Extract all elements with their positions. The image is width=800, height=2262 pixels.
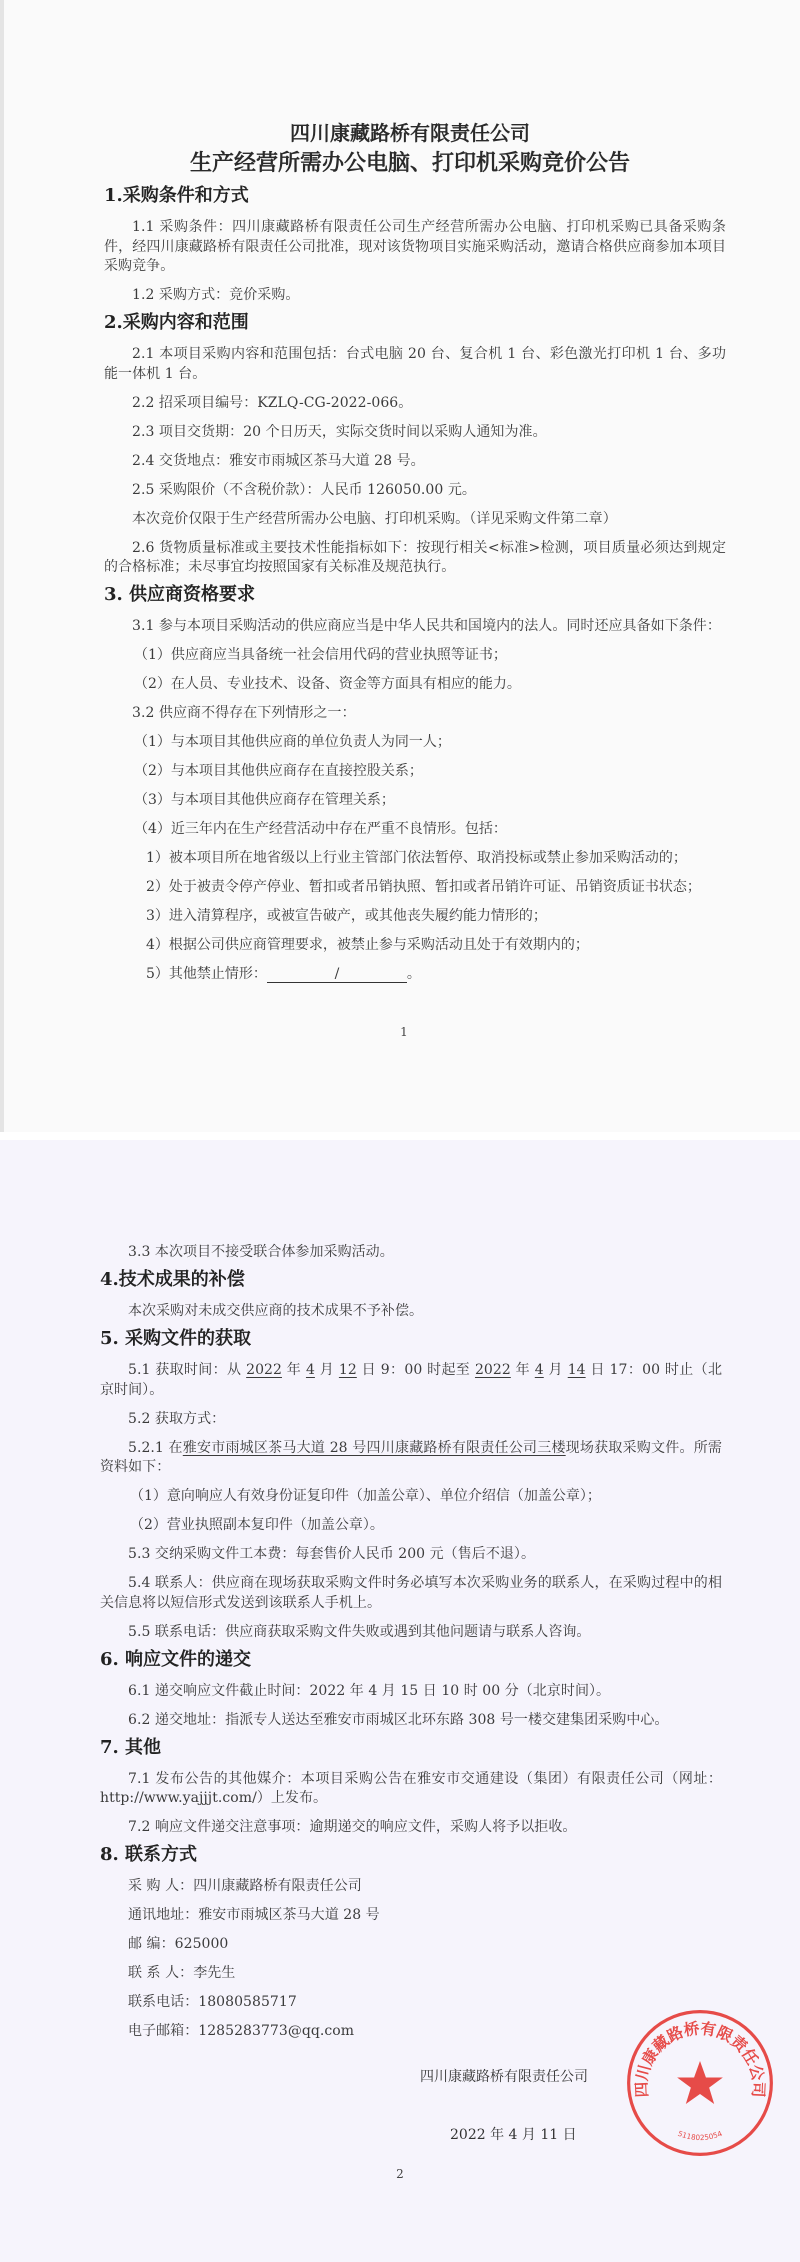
paragraph: 5.5 联系电话：供应商获取采购文件失败或遇到其他问题请与联系人咨询。 [128,1623,591,1640]
underlined-text: 雅安市雨城区茶马大道 28 号四川康藏路桥有限责任公司三楼 [182,1439,566,1456]
section-heading: 3. 供应商资格要求 [104,584,256,605]
section-heading: 5. 采购文件的获取 [100,1328,252,1349]
document-page-2 [0,1140,800,2262]
paragraph: 联系电话：18080585717 [128,1994,297,2010]
text-segment: 年 [281,1362,306,1378]
list-item: （1）意向响应人有效身份证复印件（加盖公章）、单位介绍信（加盖公章）； [130,1488,601,1504]
paragraph: 本次采购对未成交供应商的技术成果不予补偿。 [128,1303,424,1319]
section-heading: 6. 响应文件的递交 [100,1648,252,1670]
paragraph: 1.2 采购方式：竞价采购。 [132,287,300,303]
text-segment: 日 17：00 时止（北京时间）。 [100,1362,722,1398]
document-title: 四川康藏路桥有限责任公司 [290,121,530,145]
paragraph: 3.1 参与本项目采购活动的供应商应当是中华人民共和国境内的法人。同时还应具备如下条件： [132,618,721,634]
paragraph: 2.2 招采项目编号：KZLQ-CG-2022-066。 [132,394,413,411]
paragraph: 5.3 交纳采购文件工本费：每套售价人民币 200 元（售后不退）。 [128,1546,536,1562]
underlined-text: 2022 [474,1362,511,1378]
text-segment: 。 [406,966,421,982]
underlined-text: 4 [305,1362,315,1378]
page-number: 2 [396,2167,404,2181]
list-item: （4）近三年内在生产经营活动中存在严重不良情形。包括： [134,821,507,837]
section-heading: 4.技术成果的补偿 [100,1269,245,1290]
paragraph: 5.2 获取方式： [128,1410,226,1427]
section-heading: 1.采购条件和方式 [104,185,249,206]
paragraph: 7.1 发布公告的其他媒介：本项目采购公告在雅安市交通建设（集团）有限责任公司（网址：http://www.yajjjt.com/）上发布。 [100,1770,722,1806]
paragraph: 7.2 响应文件递交注意事项：逾期递交的响应文件，采购人将予以拒收。 [128,1819,577,1835]
section-heading: 8. 联系方式 [100,1844,198,1865]
underlined-text: 14 [567,1362,586,1378]
text-segment: 月 [543,1362,568,1378]
signature-date: 2022 年 4 月 11 日 [450,2127,577,2143]
list-item: 2）处于被责令停产停业、暂扣或者吊销执照、暂扣或者吊销许可证、吊销资质证书状态； [146,879,701,895]
company-seal-stamp [625,2008,775,2158]
seal-text: 四川康藏路桥有限责任公司 [632,2019,768,2098]
list-item: 3）进入清算程序，或被宣告破产，或其他丧失履约能力情形的； [146,908,547,924]
page-2-body [100,1243,722,2051]
text-segment: 现场获取采购文件。所需资料如下： [100,1439,722,1475]
text-segment: 日 9：00 时起至 [356,1362,475,1378]
text-segment: 5.1 获取时间：从 [128,1362,247,1378]
paragraph: 2.4 交货地点：雅安市雨城区茶马大道 28 号。 [132,452,425,469]
paragraph: 2.1 本项目采购内容和范围包括：台式电脑 20 台、复合机 1 台、彩色激光打印机 1 台、多功能一体机 1 台。 [104,346,726,382]
paragraph: 6.1 递交响应文件截止时间：2022 年 4 月 15 日 10 时 00 分（北京时间）。 [128,1682,611,1699]
page-number: 1 [400,1025,408,1039]
document-subtitle: 生产经营所需办公电脑、打印机采购竞价公告 [189,150,630,176]
paragraph: 6.2 递交地址：指派专人送达至雅安市雨城区北环东路 308 号一楼交建集团采购中心。 [128,1711,669,1728]
signature-company: 四川康藏路桥有限责任公司 [420,2069,588,2085]
section-heading: 7. 其他 [100,1736,162,1758]
list-item: （2）营业执照副本复印件（加盖公章）。 [130,1517,384,1533]
list-item: 4）根据公司供应商管理要求，被禁止参与采购活动且处于有效期内的； [146,937,589,953]
text-segment: 5）其他禁止情形： [146,966,267,982]
text-segment: 月 [314,1362,339,1378]
list-item: （2）与本项目其他供应商存在直接控股关系； [134,763,423,779]
list-item: （2）在人员、专业技术、设备、资金等方面具有相应的能力。 [134,676,521,692]
list-item: （3）与本项目其他供应商存在管理关系； [134,792,395,808]
paragraph: 2.3 项目交货期：20 个日历天，实际交货时间以采购人通知为准。 [132,423,547,440]
star-icon [677,2061,723,2104]
page-1-body [104,182,726,994]
list-item: （1）与本项目其他供应商的单位负责人为同一人； [134,734,451,750]
paragraph: 2.6 货物质量标准或主要技术性能指标如下：按现行相关<标准>检测，项目质量必须达到规定的合格标准；未尽事宜均按照国家有关标准及规范执行。 [104,539,726,575]
page-2-content [100,1243,722,2051]
underlined-text: 2022 [246,1362,282,1378]
section-heading: 2.采购内容和范围 [104,312,249,333]
paragraph: 5.4 联系人：供应商在现场获取采购文件时务必填写本次采购业务的联系人，在采购过程中的相关信息将以短信形式发送到该联系人手机上。 [100,1575,722,1611]
underlined-text: 4 [534,1362,544,1378]
text-segment: 年 [510,1362,535,1378]
paragraph: 1.1 采购条件：四川康藏路桥有限责任公司生产经营所需办公电脑、打印机采购已具备采购条件，经四川康藏路桥有限责任公司批准，现对该货物项目实施采购活动，邀请合格供应商参加本项目采购竞争。 [104,219,726,274]
underlined-text: 12 [338,1362,357,1378]
paragraph: 采 购 人：四川康藏路桥有限责任公司 [128,1878,362,1894]
paragraph [100,1439,722,1488]
paragraph: 3.2 供应商不得存在下列情形之一： [132,705,356,721]
paragraph: 3.3 本次项目不接受联合体参加采购活动。 [128,1244,394,1260]
paragraph: 2.5 采购限价（不含税价款）：人民币 126050.00 元。 [132,481,476,498]
paragraph [100,1361,722,1410]
paragraph: 邮 编：625000 [128,1936,229,1952]
list-item: （1）供应商应当具备统一社会信用代码的营业执照等证书； [134,647,507,663]
list-item: 1）被本项目所在地省级以上行业主管部门依法暂停、取消投标或禁止参加采购活动的； [146,850,687,866]
list-item [104,965,726,994]
paragraph: 联 系 人：李先生 [128,1965,236,1981]
text-segment: 5.2.1 在 [128,1439,183,1456]
paragraph: 本次竞价仅限于生产经营所需办公电脑、打印机采购。（详见采购文件第二章） [132,510,617,527]
paragraph: 通讯地址：雅安市雨城区茶马大道 28 号 [128,1907,380,1923]
fill-in-blank: / [267,966,407,983]
paragraph: 电子邮箱：1285283773@qq.com [128,2023,355,2039]
page-1-content [104,118,726,994]
seal-number: 5118025054 [676,2128,724,2143]
